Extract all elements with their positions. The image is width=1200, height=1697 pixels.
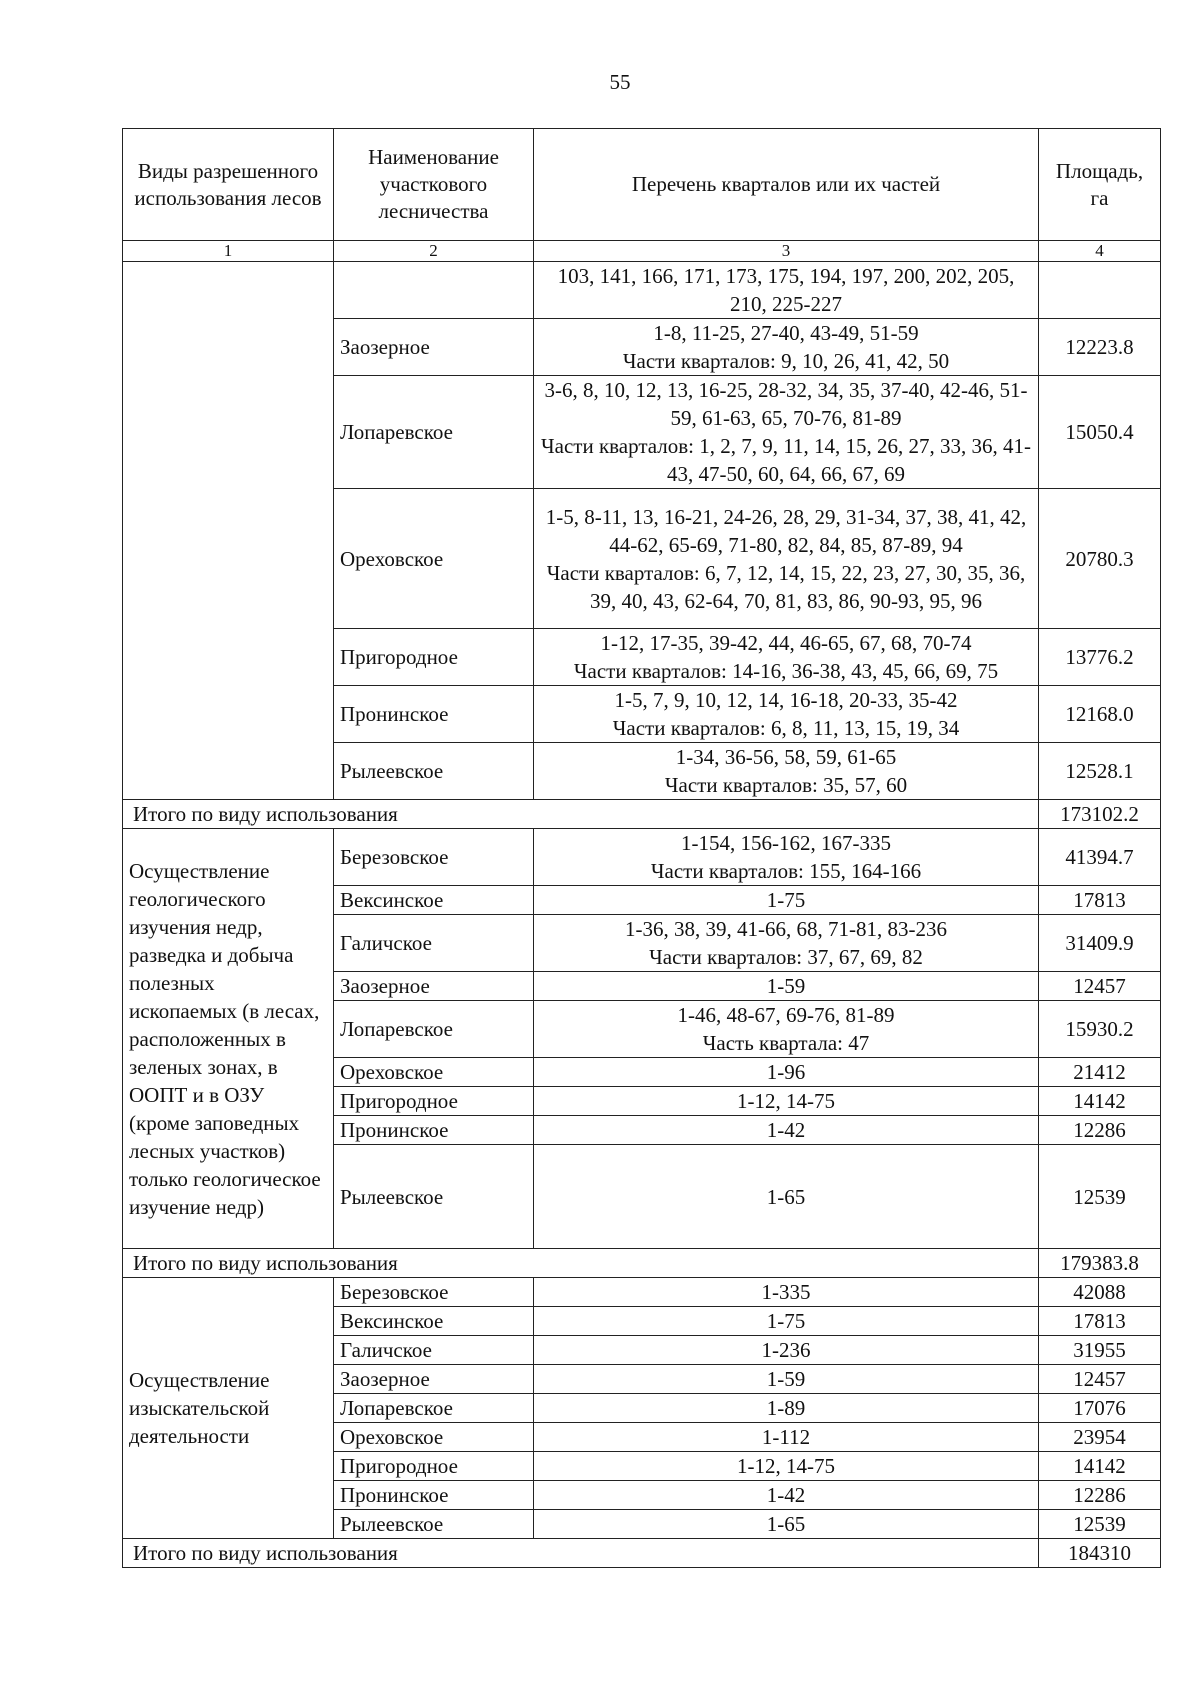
area-value: 21412 — [1039, 1058, 1161, 1087]
quarter-list: 1-89 — [534, 1394, 1039, 1423]
total-row — [123, 800, 1161, 829]
forestry-name: Березовское — [334, 1278, 534, 1307]
area-value: 12286 — [1039, 1481, 1161, 1510]
column-number: 1 — [123, 241, 334, 262]
quarter-list: 1-236 — [534, 1336, 1039, 1365]
quarter-list: 1-46, 48-67, 69-76, 81-89 Часть квартала: 47 — [534, 1001, 1039, 1058]
forestry-name: Ореховское — [334, 1423, 534, 1452]
forestry-name: Вексинское — [334, 886, 534, 915]
quarter-list: 1-42 — [534, 1481, 1039, 1510]
forestry-name: Рылеевское — [334, 743, 534, 800]
total-label: Итого по виду использования — [123, 1249, 1039, 1278]
total-row — [123, 1249, 1161, 1278]
quarter-list: 1-36, 38, 39, 41-66, 68, 71-81, 83-236 Части кварталов: 37, 67, 69, 82 — [534, 915, 1039, 972]
table-row — [123, 1278, 1161, 1307]
use-kind-cell: Осуществление изыскательской деятельности — [123, 1278, 334, 1539]
forestry-name: Пронинское — [334, 1116, 534, 1145]
area-value: 13776.2 — [1039, 629, 1161, 686]
total-area: 179383.8 — [1039, 1249, 1161, 1278]
area-value: 20780.3 — [1039, 489, 1161, 629]
quarter-list: 1-5, 8-11, 13, 16-21, 24-26, 28, 29, 31-34, 37, 38, 41, 42, 44-62, 65-69, 71-80, 82, 84, 85, 87-89, 94 Части кварталов: 6, 7, 12, 14, 15, 22, 23, 27, 30, 35, 36, 39, 40, 43, 62-64, 70, 81, 83, 86, 90-93, 95, 96 — [534, 489, 1039, 629]
total-area: 173102.2 — [1039, 800, 1161, 829]
forestry-name: Пронинское — [334, 1481, 534, 1510]
forest-use-table — [122, 128, 1161, 1568]
column-number: 3 — [534, 241, 1039, 262]
forestry-name: Пригородное — [334, 629, 534, 686]
area-value: 31955 — [1039, 1336, 1161, 1365]
quarter-list: 1-335 — [534, 1278, 1039, 1307]
forestry-name: Пронинское — [334, 686, 534, 743]
use-kind-cell: Осуществление геологического изучения недр, разведка и добыча полезных ископаемых (в лесах, расположенных в зеленых зонах, в ООПТ и в ОЗУ (кроме заповедных лесных участков) только геологическое изучение недр) — [123, 829, 334, 1249]
header-kind: Виды разрешенного использования лесов — [123, 129, 334, 241]
forestry-name: Рылеевское — [334, 1510, 534, 1539]
header-row — [123, 129, 1161, 241]
quarter-list: 1-112 — [534, 1423, 1039, 1452]
quarter-list: 1-75 — [534, 1307, 1039, 1336]
area-value: 12457 — [1039, 1365, 1161, 1394]
area-value: 42088 — [1039, 1278, 1161, 1307]
area-value: 12539 — [1039, 1510, 1161, 1539]
quarter-list: 1-12, 14-75 — [534, 1452, 1039, 1481]
table-row — [123, 829, 1161, 886]
forestry-name: Ореховское — [334, 1058, 534, 1087]
total-label: Итого по виду использования — [123, 1539, 1039, 1568]
forestry-name: Заозерное — [334, 319, 534, 376]
quarter-list: 1-5, 7, 9, 10, 12, 14, 16-18, 20-33, 35-42 Части кварталов: 6, 8, 11, 13, 15, 19, 34 — [534, 686, 1039, 743]
page-number: 55 — [609, 70, 631, 94]
forestry-name: Заозерное — [334, 972, 534, 1001]
area-value: 12168.0 — [1039, 686, 1161, 743]
forestry-name — [334, 262, 534, 319]
header-area: Площадь, га — [1039, 129, 1161, 241]
area-value: 12528.1 — [1039, 743, 1161, 800]
header-forestry: Наименование участкового лесничества — [334, 129, 534, 241]
area-value: 17813 — [1039, 1307, 1161, 1336]
forestry-name: Ореховское — [334, 489, 534, 629]
area-value: 15050.4 — [1039, 376, 1161, 489]
area-value: 31409.9 — [1039, 915, 1161, 972]
forestry-name: Пригородное — [334, 1452, 534, 1481]
quarter-list: 1-34, 36-56, 58, 59, 61-65 Части кварталов: 35, 57, 60 — [534, 743, 1039, 800]
area-value — [1039, 262, 1161, 319]
total-area: 184310 — [1039, 1539, 1161, 1568]
quarter-list: 1-12, 14-75 — [534, 1087, 1039, 1116]
forestry-name: Лопаревское — [334, 1394, 534, 1423]
header-quarters: Перечень кварталов или их частей — [534, 129, 1039, 241]
quarter-list: 1-42 — [534, 1116, 1039, 1145]
quarter-list: 1-59 — [534, 1365, 1039, 1394]
area-value: 12286 — [1039, 1116, 1161, 1145]
forestry-name: Лопаревское — [334, 376, 534, 489]
forestry-name: Заозерное — [334, 1365, 534, 1394]
forestry-name: Лопаревское — [334, 1001, 534, 1058]
forestry-name: Пригородное — [334, 1087, 534, 1116]
quarter-list: 1-65 — [534, 1145, 1039, 1249]
area-value: 14142 — [1039, 1452, 1161, 1481]
area-value: 12457 — [1039, 972, 1161, 1001]
area-value: 12539 — [1039, 1145, 1161, 1249]
column-number: 2 — [334, 241, 534, 262]
column-number: 4 — [1039, 241, 1161, 262]
quarter-list: 3-6, 8, 10, 12, 13, 16-25, 28-32, 34, 35, 37-40, 42-46, 51-59, 61-63, 65, 70-76, 81-89 Части кварталов: 1, 2, 7, 9, 11, 14, 15, 26, 27, 33, 36, 41-43, 47-50, 60, 64, 66, 67, 69 — [534, 376, 1039, 489]
quarter-list: 1-12, 17-35, 39-42, 44, 46-65, 67, 68, 70-74 Части кварталов: 14-16, 36-38, 43, 45, 66, 69, 75 — [534, 629, 1039, 686]
forestry-name: Рылеевское — [334, 1145, 534, 1249]
area-value: 14142 — [1039, 1087, 1161, 1116]
quarter-list: 1-96 — [534, 1058, 1039, 1087]
quarter-list: 1-65 — [534, 1510, 1039, 1539]
forestry-name: Вексинское — [334, 1307, 534, 1336]
area-value: 17813 — [1039, 886, 1161, 915]
forestry-name: Галичское — [334, 915, 534, 972]
column-number-row — [123, 241, 1161, 262]
quarter-list: 1-59 — [534, 972, 1039, 1001]
area-value: 17076 — [1039, 1394, 1161, 1423]
area-value: 23954 — [1039, 1423, 1161, 1452]
forestry-name: Березовское — [334, 829, 534, 886]
table-row — [123, 262, 1161, 319]
use-kind-cell — [123, 262, 334, 800]
total-row — [123, 1539, 1161, 1568]
area-value: 15930.2 — [1039, 1001, 1161, 1058]
area-value: 41394.7 — [1039, 829, 1161, 886]
forestry-name: Галичское — [334, 1336, 534, 1365]
quarter-list: 1-75 — [534, 886, 1039, 915]
quarter-list: 1-154, 156-162, 167-335 Части кварталов: 155, 164-166 — [534, 829, 1039, 886]
quarter-list: 103, 141, 166, 171, 173, 175, 194, 197, 200, 202, 205, 210, 225-227 — [534, 262, 1039, 319]
area-value: 12223.8 — [1039, 319, 1161, 376]
quarter-list: 1-8, 11-25, 27-40, 43-49, 51-59 Части кварталов: 9, 10, 26, 41, 42, 50 — [534, 319, 1039, 376]
total-label: Итого по виду использования — [123, 800, 1039, 829]
